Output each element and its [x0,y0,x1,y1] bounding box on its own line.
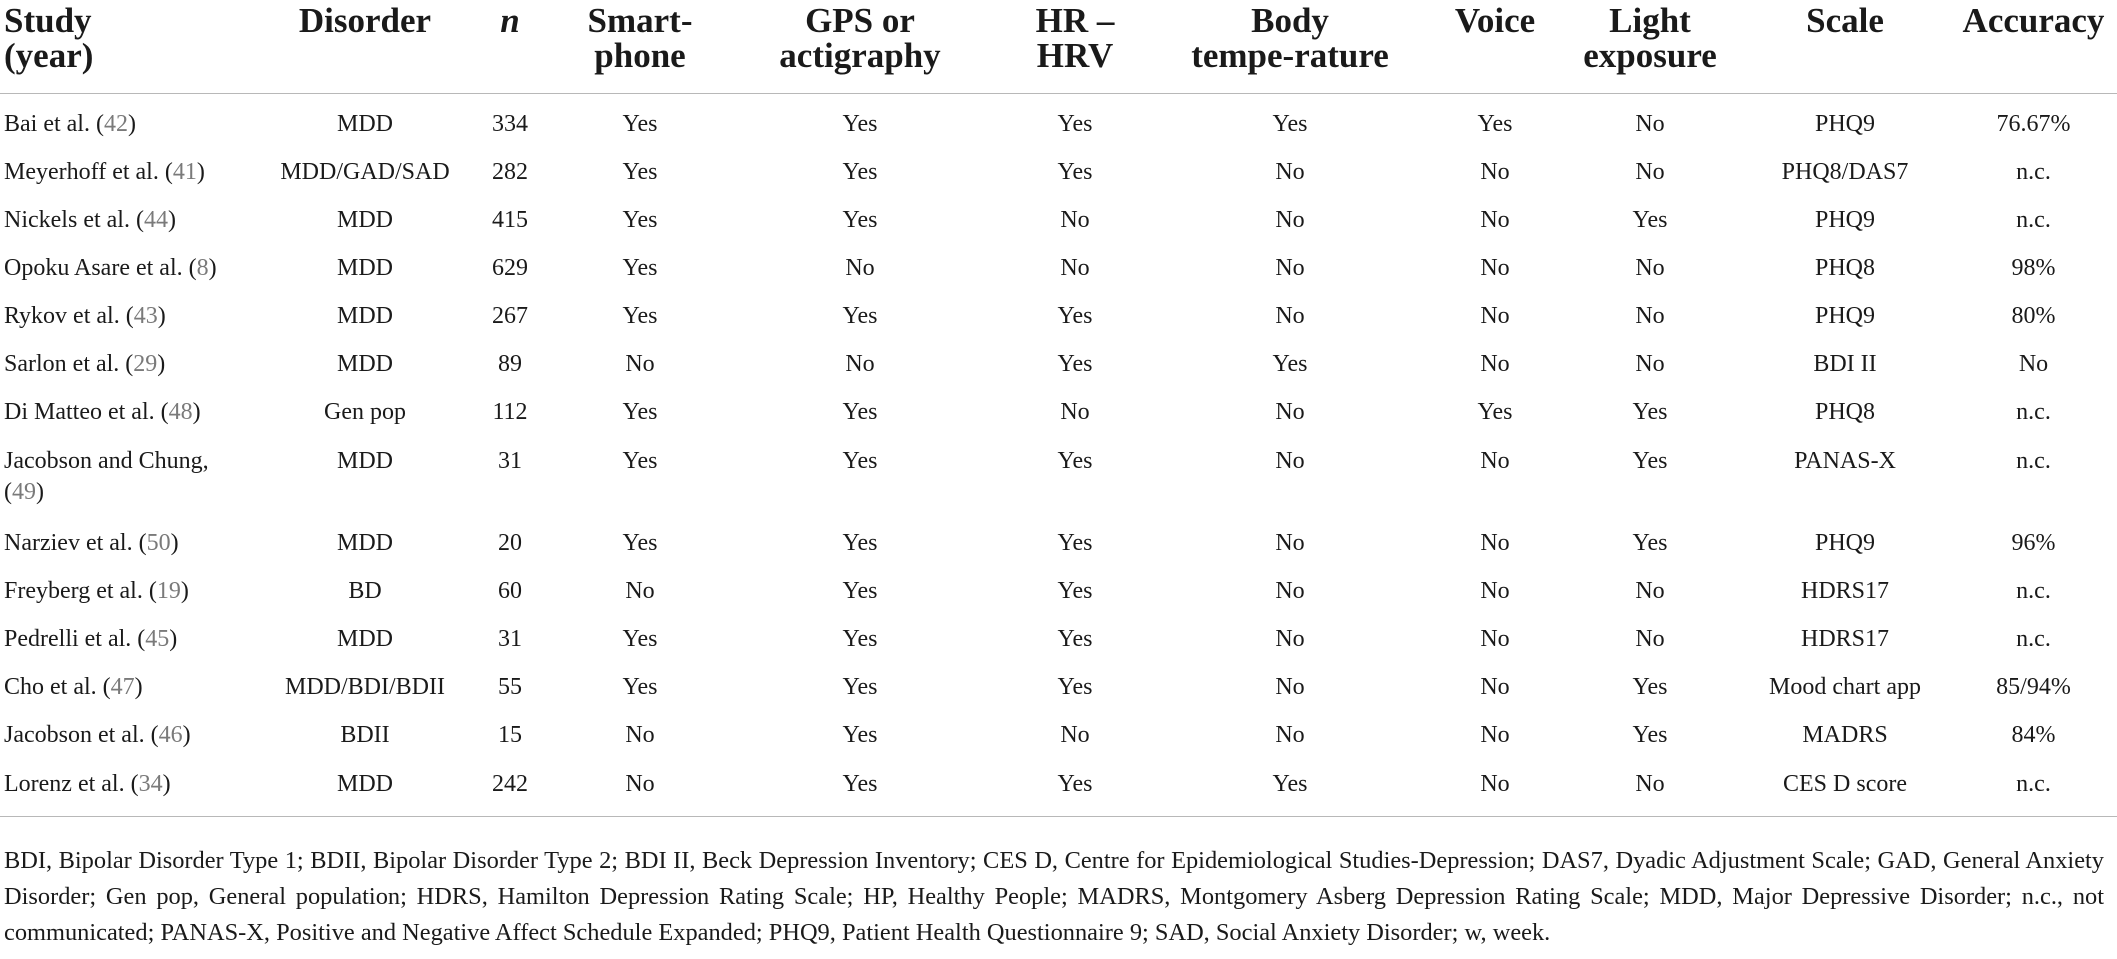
cell-scale: MADRS [1802,722,1888,749]
cell-n: 20 [498,529,522,556]
cell-light: No [1635,158,1665,185]
cell-voice: No [1480,351,1510,378]
cell-smartphone: Yes [622,158,658,185]
cell-gps: Yes [842,529,878,556]
cell-accuracy: No [2018,351,2049,378]
cell-scale: PANAS-X [1794,447,1896,474]
cell-hr: Yes [1057,303,1093,330]
cell-n: 31 [498,626,522,652]
cell-voice: No [1480,674,1510,701]
cell-temperature: No [1275,158,1305,185]
table-footnote: BDI, Bipolar Disorder Type 1; BDII, Bipolar Disorder Type 2; BDI II, Beck Depression Inventory; CES D, Centre for Epidemiological Studies-Depression; DAS7, Dyadic Adjustment Scale; GAD, General Anxiety Disorder; Gen pop, General population; HDRS, Hamilton Depression Rating Scale; HP, Healthy People; MADRS, Montgomery Asberg Depression Rating Scale; MDD, Major Depressive Disorder; n.c., not communicated; PANAS-X, Positive and Negative Affect Schedule Expanded; PHQ9, Patient Health Questionnaire 9; SAD, Social Anxiety Disorder; w, week. [4,847,2104,946]
citation-link[interactable]: 50 [146,529,171,556]
cell-study: Lorenz et al. (34) [0,769,270,817]
cell-light: Yes [1632,722,1668,749]
cell-temperature: No [1275,674,1305,701]
cell-n: 282 [492,158,528,185]
cell-n: 112 [492,399,528,426]
cell-n: 31 [498,447,522,474]
cell-disorder: MDD [336,254,393,281]
cell-accuracy: 80% [2011,303,2056,330]
cell-temperature: No [1275,254,1305,281]
cell-disorder: MDD/GAD/SAD [280,158,450,185]
cell-scale: PHQ9 [1814,206,1875,233]
citation-link[interactable]: 29 [133,351,158,378]
cell-hr: Yes [1057,674,1093,701]
header-study: Study (year) [0,0,270,94]
cell-light: Yes [1632,529,1668,556]
citation-link[interactable]: 45 [145,626,170,652]
table-row [0,672,2117,720]
citation-link[interactable]: 8 [196,254,209,281]
cell-voice: No [1480,722,1510,749]
citation-link[interactable]: 41 [172,158,197,185]
cell-accuracy: 98% [2011,254,2056,281]
cell-accuracy: n.c. [2016,626,2051,652]
cell-smartphone: Yes [622,254,658,281]
cell-gps: Yes [842,303,878,330]
cell-scale: PHQ9 [1814,111,1875,137]
cell-light: No [1635,303,1665,330]
table-row [0,446,2117,528]
cell-temperature: No [1275,399,1305,426]
cell-temperature: Yes [1272,351,1308,378]
header-voice: Voice [1430,0,1560,94]
cell-smartphone: Yes [622,399,658,426]
cell-voice: Yes [1477,399,1513,426]
cell-smartphone: Yes [622,626,658,652]
header-smartphone: Smart- phone [560,0,720,94]
cell-study: Opoku Asare et al. (8) [4,254,217,281]
table-row [0,253,2117,301]
cell-scale: PHQ8 [1814,254,1875,281]
cell-hr: Yes [1057,626,1093,652]
cell-temperature: No [1275,722,1305,749]
cell-gps: Yes [720,769,1000,817]
cell-n: 55 [498,674,522,701]
cell-smartphone: Yes [622,447,658,474]
header-accuracy: Accuracy [1950,0,2117,94]
cell-gps: Yes [842,158,878,185]
cell-disorder: Gen pop [324,399,406,426]
table-row [0,769,2117,817]
cell-hr: No [1060,399,1090,426]
table-row [0,94,2117,157]
table-row [0,349,2117,397]
cell-hr: Yes [1057,529,1093,556]
header-gps: GPS or actigraphy [720,0,1000,94]
citation-link[interactable]: 43 [133,303,158,330]
cell-light: No [1635,351,1665,378]
cell-voice: No [1480,254,1510,281]
cell-hr: Yes [1057,447,1093,474]
table-row [0,720,2117,768]
header-scale: Scale [1740,0,1950,94]
cell-scale: HDRS17 [1800,626,1890,652]
cell-disorder: MDD [336,529,393,556]
cell-hr: No [1060,722,1090,749]
cell-voice: Yes [1477,111,1513,137]
cell-n: 415 [492,206,528,233]
cell-light: Yes [1632,674,1668,701]
cell-light: No [1635,111,1665,137]
cell-accuracy: n.c. [2016,206,2051,233]
cell-hr: Yes [1057,158,1093,185]
cell-temperature: No [1275,303,1305,330]
cell-temperature: No [1275,529,1305,556]
cell-disorder: MDD [270,769,460,817]
cell-gps: Yes [842,111,878,137]
citation-link[interactable]: 47 [110,674,135,701]
header-light: Light exposure [1560,0,1740,94]
citation-link[interactable]: 48 [168,399,193,426]
cell-n: 267 [492,303,528,330]
table-header [0,0,2117,94]
cell-scale: PHQ8 [1814,399,1875,426]
cell-n: 242 [460,769,560,817]
cell-voice: No [1480,447,1510,474]
cell-gps: Yes [842,674,878,701]
cell-temperature: No [1275,577,1305,604]
cell-scale: BDI II [1813,351,1877,378]
table-row [0,624,2117,672]
cell-study: Bai et al. (42) [4,111,136,137]
cell-voice: No [1480,529,1510,556]
table-row [0,528,2117,576]
cell-smartphone: Yes [622,111,658,137]
cell-study: Narziev et al. (50) [4,529,179,556]
cell-disorder: BDII [340,722,390,749]
table-row [0,205,2117,253]
cell-voice: No [1480,577,1510,604]
cell-disorder: BD [348,577,382,604]
header-temperature: Body tempe-rature [1150,0,1430,94]
cell-study: Cho et al. (47) [4,674,143,701]
cell-scale: HDRS17 [1800,577,1890,604]
cell-hr: No [1060,206,1090,233]
table-row [0,576,2117,624]
cell-disorder: MDD [336,626,393,652]
cell-accuracy: 96% [2011,529,2056,556]
header-disorder: Disorder [270,0,460,94]
cell-light: No [1635,626,1665,652]
table-row [0,301,2117,349]
cell-gps: No [845,351,875,378]
cell-gps: Yes [842,722,878,749]
cell-gps: Yes [842,447,878,474]
cell-study: Sarlon et al. (29) [4,351,166,378]
cell-accuracy: n.c. [2016,399,2051,426]
cell-study: Jacobson and Chung, (49) [4,447,209,505]
citation-link[interactable]: 34 [138,770,163,797]
cell-light: Yes [1632,447,1668,474]
cell-voice: No [1480,303,1510,330]
cell-hr: Yes [1057,577,1093,604]
cell-accuracy: n.c. [1950,769,2117,817]
cell-light: No [1635,254,1665,281]
cell-n: 15 [498,722,522,749]
cell-study: Meyerhoff et al. (41) [4,158,205,185]
cell-disorder: MDD [336,303,393,330]
table-row [0,397,2117,445]
cell-gps: Yes [842,577,878,604]
cell-smartphone: No [625,351,655,378]
cell-scale: PHQ8/DAS7 [1781,158,1909,185]
cell-smartphone: Yes [622,206,658,233]
cell-gps: Yes [842,399,878,426]
cell-study: Rykov et al. (43) [4,303,166,330]
cell-n: 334 [492,111,528,137]
cell-accuracy: 84% [2011,722,2056,749]
cell-gps: No [845,254,875,281]
cell-smartphone: No [625,722,655,749]
cell-accuracy: n.c. [2016,577,2051,604]
header-n: n [460,0,560,94]
cell-disorder: MDD [336,111,393,137]
cell-hr: Yes [1057,111,1093,137]
cell-study: Nickels et al. (44) [4,206,176,233]
cell-temperature: No [1275,206,1305,233]
cell-gps: Yes [842,626,878,652]
cell-scale: PHQ9 [1814,303,1875,330]
cell-disorder: MDD [336,206,393,233]
citation-link[interactable]: 44 [143,206,168,233]
table-row [0,157,2117,205]
cell-n: 629 [492,254,528,281]
cell-hr: Yes [1057,351,1093,378]
cell-scale: Mood chart app [1769,674,1921,701]
cell-smartphone: No [625,577,655,604]
header-row [0,0,2117,94]
cell-accuracy: n.c. [2016,447,2051,474]
cell-disorder: MDD [336,447,393,474]
cell-scale: PHQ9 [1814,529,1875,556]
cell-voice: No [1480,158,1510,185]
cell-gps: Yes [842,206,878,233]
cell-voice: No [1480,206,1510,233]
cell-n: 60 [498,577,522,604]
cell-temperature: Yes [1150,769,1430,817]
cell-study: Di Matteo et al. (48) [4,399,201,426]
cell-voice: No [1480,626,1510,652]
cell-hr: No [1060,254,1090,281]
cell-light: No [1560,769,1740,817]
cell-light: Yes [1632,399,1668,426]
cell-temperature: No [1275,447,1305,474]
citation-link[interactable]: 42 [103,111,128,137]
cell-n: 89 [498,351,522,378]
cell-smartphone: Yes [622,674,658,701]
citation-link[interactable]: 19 [156,577,181,604]
citation-link[interactable]: 46 [158,722,183,749]
cell-hr: Yes [1000,769,1150,817]
cell-light: Yes [1632,206,1668,233]
cell-voice: No [1430,769,1560,817]
cell-accuracy: 85/94% [1996,674,2071,701]
cell-accuracy: 76.67% [1996,111,2071,137]
cell-disorder: MDD [336,351,393,378]
cell-smartphone: No [560,769,720,817]
cell-smartphone: Yes [622,529,658,556]
citation-link[interactable]: 49 [12,478,36,505]
cell-smartphone: Yes [622,303,658,330]
header-hr: HR – HRV [1000,0,1150,94]
cell-disorder: MDD/BDI/BDII [285,674,445,701]
cell-accuracy: n.c. [2016,158,2051,185]
table-body [0,94,2117,817]
cell-light: No [1635,577,1665,604]
cell-temperature: No [1275,626,1305,652]
cell-study: Jacobson et al. (46) [4,722,191,749]
cell-study: Freyberg et al. (19) [4,577,189,604]
cell-study: Pedrelli et al. (45) [4,626,178,652]
cell-scale: CES D score [1740,769,1950,817]
cell-temperature: Yes [1272,111,1308,137]
